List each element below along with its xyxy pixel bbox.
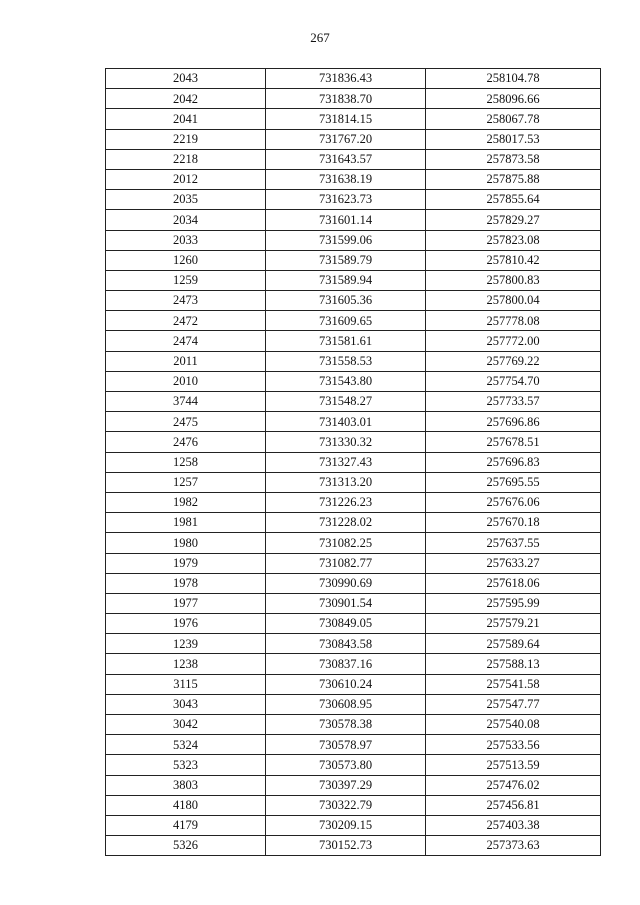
x-coordinate-cell: 731558.53 bbox=[266, 351, 426, 371]
y-coordinate-cell: 258017.53 bbox=[426, 129, 601, 149]
y-coordinate-cell: 257579.21 bbox=[426, 614, 601, 634]
table-row bbox=[106, 291, 601, 311]
table-row bbox=[106, 371, 601, 391]
table-row bbox=[106, 351, 601, 371]
table-row bbox=[106, 795, 601, 815]
y-coordinate-cell: 257772.00 bbox=[426, 331, 601, 351]
y-coordinate-cell: 257541.58 bbox=[426, 674, 601, 694]
y-coordinate-cell: 257778.08 bbox=[426, 311, 601, 331]
table-row bbox=[106, 210, 601, 230]
point-id-cell: 5326 bbox=[106, 836, 266, 856]
point-id-cell: 2041 bbox=[106, 109, 266, 129]
table-row bbox=[106, 573, 601, 593]
page-number: 267 bbox=[310, 30, 330, 45]
point-id-cell: 2010 bbox=[106, 371, 266, 391]
x-coordinate-cell: 731601.14 bbox=[266, 210, 426, 230]
table-row bbox=[106, 593, 601, 613]
table-row bbox=[106, 654, 601, 674]
point-id-cell: 2475 bbox=[106, 412, 266, 432]
x-coordinate-cell: 731330.32 bbox=[266, 432, 426, 452]
y-coordinate-cell: 257754.70 bbox=[426, 371, 601, 391]
y-coordinate-cell: 257595.99 bbox=[426, 593, 601, 613]
x-coordinate-cell: 731082.77 bbox=[266, 553, 426, 573]
x-coordinate-cell: 731836.43 bbox=[266, 69, 426, 89]
table-row bbox=[106, 432, 601, 452]
y-coordinate-cell: 257810.42 bbox=[426, 250, 601, 270]
y-coordinate-cell: 258067.78 bbox=[426, 109, 601, 129]
y-coordinate-cell: 258104.78 bbox=[426, 69, 601, 89]
point-id-cell: 1238 bbox=[106, 654, 266, 674]
x-coordinate-cell: 730901.54 bbox=[266, 593, 426, 613]
y-coordinate-cell: 257696.83 bbox=[426, 452, 601, 472]
table-row bbox=[106, 553, 601, 573]
table-row bbox=[106, 815, 601, 835]
table-row bbox=[106, 392, 601, 412]
point-id-cell: 1257 bbox=[106, 472, 266, 492]
table-row bbox=[106, 735, 601, 755]
point-id-cell: 1258 bbox=[106, 452, 266, 472]
point-id-cell: 2473 bbox=[106, 291, 266, 311]
table-row bbox=[106, 836, 601, 856]
x-coordinate-cell: 731226.23 bbox=[266, 492, 426, 512]
x-coordinate-cell: 731228.02 bbox=[266, 513, 426, 533]
point-id-cell: 3115 bbox=[106, 674, 266, 694]
table-row bbox=[106, 89, 601, 109]
point-id-cell: 1978 bbox=[106, 573, 266, 593]
y-coordinate-cell: 257696.86 bbox=[426, 412, 601, 432]
point-id-cell: 1259 bbox=[106, 270, 266, 290]
point-id-cell: 3744 bbox=[106, 392, 266, 412]
y-coordinate-cell: 257855.64 bbox=[426, 190, 601, 210]
table-row bbox=[106, 533, 601, 553]
point-id-cell: 2476 bbox=[106, 432, 266, 452]
x-coordinate-cell: 731623.73 bbox=[266, 190, 426, 210]
point-id-cell: 2219 bbox=[106, 129, 266, 149]
point-id-cell: 1260 bbox=[106, 250, 266, 270]
point-id-cell: 2474 bbox=[106, 331, 266, 351]
point-id-cell: 4179 bbox=[106, 815, 266, 835]
y-coordinate-cell: 257547.77 bbox=[426, 694, 601, 714]
x-coordinate-cell: 730843.58 bbox=[266, 634, 426, 654]
x-coordinate-cell: 731082.25 bbox=[266, 533, 426, 553]
y-coordinate-cell: 257823.08 bbox=[426, 230, 601, 250]
y-coordinate-cell: 257618.06 bbox=[426, 573, 601, 593]
y-coordinate-cell: 257769.22 bbox=[426, 351, 601, 371]
table-row bbox=[106, 755, 601, 775]
x-coordinate-cell: 731767.20 bbox=[266, 129, 426, 149]
point-id-cell: 3043 bbox=[106, 694, 266, 714]
table-row bbox=[106, 129, 601, 149]
point-id-cell: 2043 bbox=[106, 69, 266, 89]
point-id-cell: 2218 bbox=[106, 149, 266, 169]
x-coordinate-cell: 731543.80 bbox=[266, 371, 426, 391]
x-coordinate-cell: 731313.20 bbox=[266, 472, 426, 492]
y-coordinate-cell: 257829.27 bbox=[426, 210, 601, 230]
y-coordinate-cell: 257456.81 bbox=[426, 795, 601, 815]
point-id-cell: 1977 bbox=[106, 593, 266, 613]
point-id-cell: 2035 bbox=[106, 190, 266, 210]
y-coordinate-cell: 257695.55 bbox=[426, 472, 601, 492]
y-coordinate-cell: 257476.02 bbox=[426, 775, 601, 795]
point-id-cell: 1976 bbox=[106, 614, 266, 634]
x-coordinate-cell: 731589.94 bbox=[266, 270, 426, 290]
point-id-cell: 2011 bbox=[106, 351, 266, 371]
point-id-cell: 3042 bbox=[106, 715, 266, 735]
y-coordinate-cell: 257800.04 bbox=[426, 291, 601, 311]
x-coordinate-cell: 731609.65 bbox=[266, 311, 426, 331]
x-coordinate-cell: 731589.79 bbox=[266, 250, 426, 270]
x-coordinate-cell: 730573.80 bbox=[266, 755, 426, 775]
y-coordinate-cell: 257533.56 bbox=[426, 735, 601, 755]
table-row bbox=[106, 331, 601, 351]
table-row bbox=[106, 109, 601, 129]
y-coordinate-cell: 257540.08 bbox=[426, 715, 601, 735]
table-row bbox=[106, 69, 601, 89]
x-coordinate-cell: 731581.61 bbox=[266, 331, 426, 351]
point-id-cell: 2033 bbox=[106, 230, 266, 250]
y-coordinate-cell: 257800.83 bbox=[426, 270, 601, 290]
table-row bbox=[106, 694, 601, 714]
table-row bbox=[106, 169, 601, 189]
x-coordinate-cell: 730322.79 bbox=[266, 795, 426, 815]
table-row bbox=[106, 452, 601, 472]
table-row bbox=[106, 715, 601, 735]
table-row bbox=[106, 149, 601, 169]
table-row bbox=[106, 311, 601, 331]
y-coordinate-cell: 257873.58 bbox=[426, 149, 601, 169]
x-coordinate-cell: 730990.69 bbox=[266, 573, 426, 593]
y-coordinate-cell: 257670.18 bbox=[426, 513, 601, 533]
table-row bbox=[106, 472, 601, 492]
table-row bbox=[106, 513, 601, 533]
y-coordinate-cell: 257733.57 bbox=[426, 392, 601, 412]
table-row bbox=[106, 250, 601, 270]
x-coordinate-cell: 731599.06 bbox=[266, 230, 426, 250]
point-id-cell: 1982 bbox=[106, 492, 266, 512]
x-coordinate-cell: 730578.38 bbox=[266, 715, 426, 735]
x-coordinate-cell: 730610.24 bbox=[266, 674, 426, 694]
coordinates-table-body bbox=[106, 69, 601, 856]
point-id-cell: 5324 bbox=[106, 735, 266, 755]
point-id-cell: 1980 bbox=[106, 533, 266, 553]
x-coordinate-cell: 730152.73 bbox=[266, 836, 426, 856]
x-coordinate-cell: 730849.05 bbox=[266, 614, 426, 634]
y-coordinate-cell: 257403.38 bbox=[426, 815, 601, 835]
point-id-cell: 4180 bbox=[106, 795, 266, 815]
y-coordinate-cell: 257588.13 bbox=[426, 654, 601, 674]
table-row bbox=[106, 492, 601, 512]
x-coordinate-cell: 730209.15 bbox=[266, 815, 426, 835]
table-row bbox=[106, 674, 601, 694]
table-row bbox=[106, 230, 601, 250]
y-coordinate-cell: 257637.55 bbox=[426, 533, 601, 553]
y-coordinate-cell: 257513.59 bbox=[426, 755, 601, 775]
point-id-cell: 3803 bbox=[106, 775, 266, 795]
x-coordinate-cell: 731814.15 bbox=[266, 109, 426, 129]
x-coordinate-cell: 730397.29 bbox=[266, 775, 426, 795]
x-coordinate-cell: 731548.27 bbox=[266, 392, 426, 412]
point-id-cell: 2042 bbox=[106, 89, 266, 109]
y-coordinate-cell: 257676.06 bbox=[426, 492, 601, 512]
x-coordinate-cell: 730608.95 bbox=[266, 694, 426, 714]
point-id-cell: 1981 bbox=[106, 513, 266, 533]
x-coordinate-cell: 731643.57 bbox=[266, 149, 426, 169]
x-coordinate-cell: 730578.97 bbox=[266, 735, 426, 755]
y-coordinate-cell: 257373.63 bbox=[426, 836, 601, 856]
y-coordinate-cell: 257678.51 bbox=[426, 432, 601, 452]
y-coordinate-cell: 258096.66 bbox=[426, 89, 601, 109]
point-id-cell: 1979 bbox=[106, 553, 266, 573]
table-row bbox=[106, 775, 601, 795]
point-id-cell: 2472 bbox=[106, 311, 266, 331]
point-id-cell: 5323 bbox=[106, 755, 266, 775]
y-coordinate-cell: 257589.64 bbox=[426, 634, 601, 654]
table-row bbox=[106, 190, 601, 210]
x-coordinate-cell: 731403.01 bbox=[266, 412, 426, 432]
x-coordinate-cell: 731327.43 bbox=[266, 452, 426, 472]
x-coordinate-cell: 730837.16 bbox=[266, 654, 426, 674]
coordinates-table bbox=[105, 68, 601, 856]
x-coordinate-cell: 731605.36 bbox=[266, 291, 426, 311]
y-coordinate-cell: 257875.88 bbox=[426, 169, 601, 189]
table-row bbox=[106, 270, 601, 290]
table-row bbox=[106, 634, 601, 654]
point-id-cell: 2034 bbox=[106, 210, 266, 230]
x-coordinate-cell: 731638.19 bbox=[266, 169, 426, 189]
table-row bbox=[106, 412, 601, 432]
point-id-cell: 1239 bbox=[106, 634, 266, 654]
point-id-cell: 2012 bbox=[106, 169, 266, 189]
x-coordinate-cell: 731838.70 bbox=[266, 89, 426, 109]
y-coordinate-cell: 257633.27 bbox=[426, 553, 601, 573]
table-row bbox=[106, 614, 601, 634]
